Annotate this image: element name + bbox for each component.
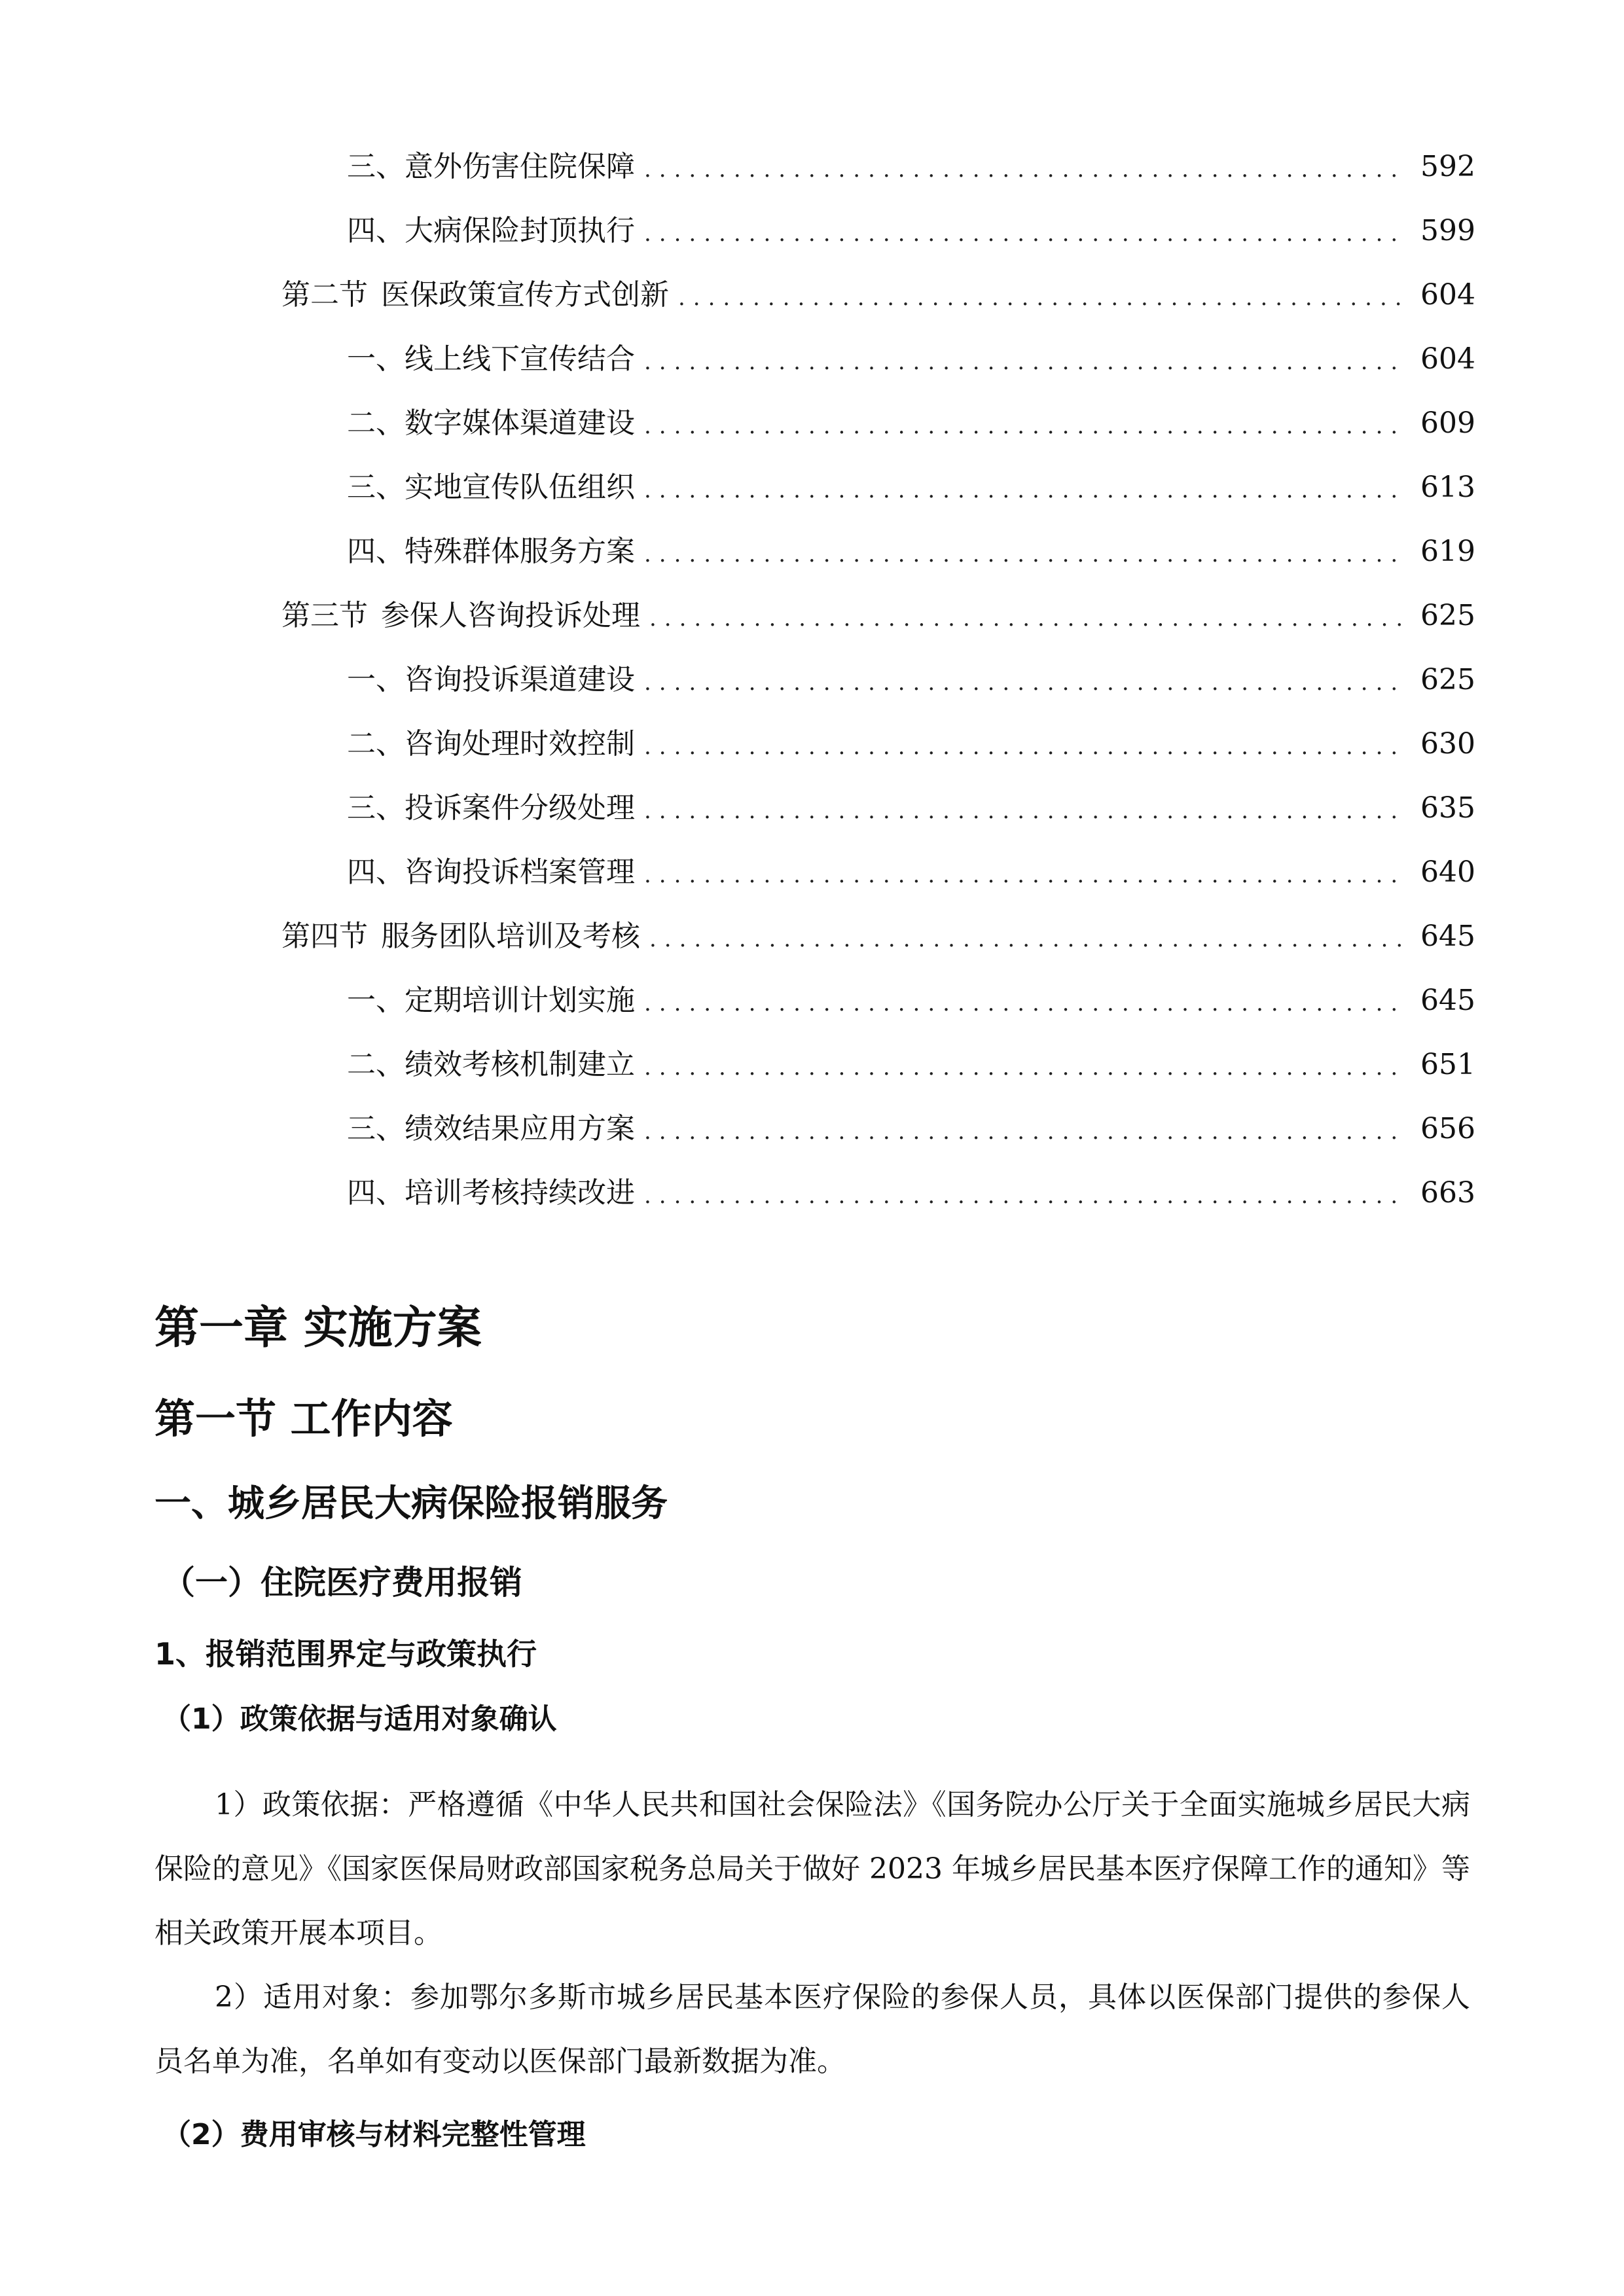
item-title: （一）住院医疗费用报销 [162, 1564, 522, 1602]
toc-entry-title: 实地宣传队伍组织 [405, 471, 635, 504]
toc-entry-number: 三、 [347, 791, 405, 825]
toc-entry-title: 特殊群体服务方案 [405, 535, 635, 568]
toc-entry-number: 三、 [347, 150, 405, 183]
toc-entry-title: 服务团队培训及考核 [381, 920, 640, 953]
toc-entry-page: 613 [1420, 471, 1475, 504]
toc-entry-page: 635 [1420, 791, 1475, 825]
toc-entry[interactable] [347, 1042, 1475, 1088]
toc-entry-number: 二、 [347, 1048, 405, 1081]
toc-dot-leader [644, 144, 1407, 190]
subpoint-title: （2）费用审核与材料完整性管理 [162, 2118, 586, 2151]
toc-dot-leader [678, 272, 1407, 318]
toc-entry-page: 625 [1420, 599, 1475, 632]
toc-entry[interactable] [347, 850, 1475, 895]
toc-entry-number: 二、 [347, 727, 405, 761]
toc-entry-title: 绩效结果应用方案 [405, 1112, 635, 1145]
toc-entry[interactable] [347, 336, 1475, 382]
toc-entry-page: 619 [1420, 535, 1475, 568]
toc-entry[interactable] [347, 208, 1475, 254]
toc-dot-leader [644, 1042, 1407, 1088]
toc-entry[interactable] [347, 529, 1475, 575]
toc-entry-title: 培训考核持续改进 [405, 1176, 635, 1210]
toc-entry-page: 651 [1420, 1048, 1475, 1081]
toc-entry-page: 625 [1420, 663, 1475, 696]
toc-entry-number: 三、 [347, 1112, 405, 1145]
toc-dot-leader [644, 1170, 1407, 1216]
subpoint-title: （1）政策依据与适用对象确认 [162, 1702, 557, 1736]
toc-entry-title: 投诉案件分级处理 [405, 791, 635, 825]
toc-entry-title: 定期培训计划实施 [405, 984, 635, 1017]
toc-dot-leader [649, 593, 1407, 639]
toc-entry-title: 大病保险封顶执行 [405, 214, 635, 247]
toc-entry-number: 四、 [347, 855, 405, 889]
toc-entry[interactable] [347, 657, 1475, 703]
toc-entry-number: 第四节 [281, 920, 368, 953]
toc-dot-leader [644, 785, 1407, 831]
toc-entry-title: 数字媒体渠道建设 [405, 406, 635, 440]
chapter-title: 第一章 实施方案 [154, 1302, 482, 1354]
toc-dot-leader [644, 529, 1407, 575]
toc-entry-page: 645 [1420, 920, 1475, 953]
toc-entry-number: 一、 [347, 342, 405, 376]
toc-entry-page: 663 [1420, 1176, 1475, 1210]
section-title: 第一节 工作内容 [154, 1395, 453, 1443]
toc-entry-title: 线上线下宣传结合 [405, 342, 635, 376]
toc-entry-page: 604 [1420, 342, 1475, 376]
point-title: 1、报销范围界定与政策执行 [154, 1636, 537, 1672]
toc-entry-number: 四、 [347, 535, 405, 568]
toc-entry-number: 第三节 [281, 599, 368, 632]
toc-entry-number: 第二节 [281, 278, 368, 312]
toc-dot-leader [644, 1106, 1407, 1152]
toc-entry[interactable] [347, 465, 1475, 511]
toc-entry-number: 三、 [347, 471, 405, 504]
toc-dot-leader [644, 850, 1407, 895]
toc-entry[interactable] [347, 721, 1475, 767]
toc-entry-page: 640 [1420, 855, 1475, 889]
toc-dot-leader [649, 914, 1407, 960]
toc-entry-title: 咨询投诉档案管理 [405, 855, 635, 889]
toc-entry-title: 绩效考核机制建立 [405, 1048, 635, 1081]
toc-entry-number: 四、 [347, 214, 405, 247]
toc-dot-leader [644, 657, 1407, 703]
toc-entry-page: 604 [1420, 278, 1475, 312]
toc-entry-title: 意外伤害住院保障 [405, 150, 635, 183]
paragraph-applicable-targets: 2）适用对象：参加鄂尔多斯市城乡居民基本医疗保险的参保人员，具体以医保部门提供的参保人员名单为准，名单如有变动以医保部门最新数据为准。 [154, 1981, 1470, 2078]
toc-entry[interactable] [347, 978, 1475, 1024]
toc-entry-page: 645 [1420, 984, 1475, 1017]
toc-section-entry[interactable] [281, 914, 1475, 960]
toc-entry-number: 二、 [347, 406, 405, 440]
toc-entry[interactable] [347, 785, 1475, 831]
paragraph-policy-basis: 1）政策依据：严格遵循《中华人民共和国社会保险法》《国务院办公厅关于全面实施城乡居民大病保险的意见》《国家医保局财政部国家税务总局关于做好 2023 年城乡居民基本医疗保障工作的通知》等相关政策开展本项目。 [154, 1788, 1470, 1950]
toc-entry-page: 592 [1420, 150, 1475, 183]
toc-dot-leader [644, 336, 1407, 382]
toc-entry[interactable] [347, 144, 1475, 190]
toc-entry[interactable] [347, 1106, 1475, 1152]
toc-entry-page: 609 [1420, 406, 1475, 440]
toc-dot-leader [644, 208, 1407, 254]
toc-dot-leader [644, 465, 1407, 511]
toc-dot-leader [644, 721, 1407, 767]
toc-entry-title: 参保人咨询投诉处理 [381, 599, 640, 632]
toc-entry-number: 一、 [347, 663, 405, 696]
toc-entry-title: 咨询处理时效控制 [405, 727, 635, 761]
toc-section-entry[interactable] [281, 593, 1475, 639]
toc-section-entry[interactable] [281, 272, 1475, 318]
toc-dot-leader [644, 978, 1407, 1024]
toc-entry[interactable] [347, 401, 1475, 446]
toc-entry-title: 医保政策宣传方式创新 [381, 278, 669, 312]
toc-entry-page: 630 [1420, 727, 1475, 761]
toc-dot-leader [644, 401, 1407, 446]
toc-entry-page: 599 [1420, 214, 1475, 247]
subsection-title: 一、城乡居民大病保险报销服务 [154, 1482, 668, 1525]
toc-entry-number: 四、 [347, 1176, 405, 1210]
toc-entry-page: 656 [1420, 1112, 1475, 1145]
toc-entry-title: 咨询投诉渠道建设 [405, 663, 635, 696]
toc-entry[interactable] [347, 1170, 1475, 1216]
toc-entry-number: 一、 [347, 984, 405, 1017]
